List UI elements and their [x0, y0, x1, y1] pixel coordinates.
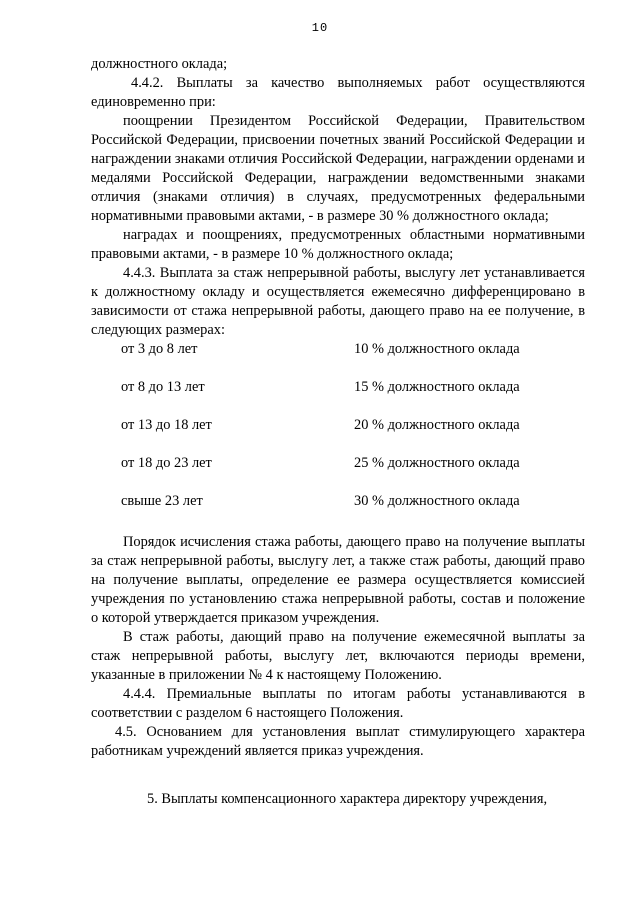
seniority-scale-table: [121, 340, 585, 511]
clause-4-4-3: 4.4.3. Выплата за стаж непрерывной работы, выслугу лет устанавливается к должностному окладу и осуществляется ежемесячно дифференцировано в зависимости от стажа непрерывной работы, дающего право на ее получение, в следующих размерах:: [91, 265, 585, 338]
seniority-term: от 3 до 8 лет: [121, 341, 198, 357]
page-number: 10: [311, 21, 329, 35]
section-heading-5: 5. Выплаты компенсационного характера директору учреждения,: [147, 791, 548, 807]
clause-4-5: 4.5. Основанием для установления выплат стимулирующего характера работникам учреждений является приказ учреждения.: [91, 724, 585, 759]
seniority-term: от 13 до 18 лет: [121, 417, 212, 433]
seniority-term: от 18 до 23 лет: [121, 455, 212, 471]
table-row: [121, 378, 585, 397]
table-row: [121, 416, 585, 435]
paragraph-federal-awards: поощрении Президентом Российской Федерации, Правительством Российской Федерации, присвоении почетных званий Российской Федерации и награждении знаками отличия Российской Федерации, награждении орденами и медалями Российской Федерации, награждении ведомственными знаками отличия (знаками отличия) в случаях, предусмотренных федеральными нормативными правовыми актами, - в размере 30 % должностного оклада;: [91, 113, 585, 224]
seniority-rate: 30 % должностного оклада: [354, 493, 520, 509]
table-row: [121, 492, 585, 511]
clause-4-4-4: 4.4.4. Премиальные выплаты по итогам работы устанавливаются в соответствии с разделом 6 настоящего Положения.: [91, 686, 585, 721]
table-row: [121, 340, 585, 359]
paragraph-seniority-procedure: Порядок исчисления стажа работы, дающего право на получение выплаты за стаж непрерывной работы, выслугу лет, а также стаж работы, дающий право на получение выплаты, определение ее размера осуществляется комиссией учреждения по установлению стажа непрерывной работы, состав и положение о которой утверждается приказом учреждения.: [91, 534, 585, 626]
seniority-rate: 25 % должностного оклада: [354, 455, 520, 471]
paragraph-seniority-periods: В стаж работы, дающий право на получение ежемесячной выплаты за стаж непрерывной работы, выслугу лет, включаются периоды времени, указанные в приложении № 4 к настоящему Положению.: [91, 629, 585, 683]
clause-4-4-2: 4.4.2. Выплаты за качество выполняемых работ осуществляются единовременно при:: [91, 75, 585, 110]
seniority-rate: 15 % должностного оклада: [354, 379, 520, 395]
seniority-term: свыше 23 лет: [121, 493, 203, 509]
table-row: [121, 454, 585, 473]
seniority-term: от 8 до 13 лет: [121, 379, 205, 395]
paragraph-regional-awards: наградах и поощрениях, предусмотренных областными нормативными правовыми актами, - в размере 10 % должностного оклада;: [91, 227, 585, 262]
document-body: [91, 55, 585, 809]
paragraph-continuation: должностного оклада;: [91, 56, 228, 72]
seniority-rate: 10 % должностного оклада: [354, 341, 520, 357]
seniority-rate: 20 % должностного оклада: [354, 417, 520, 433]
